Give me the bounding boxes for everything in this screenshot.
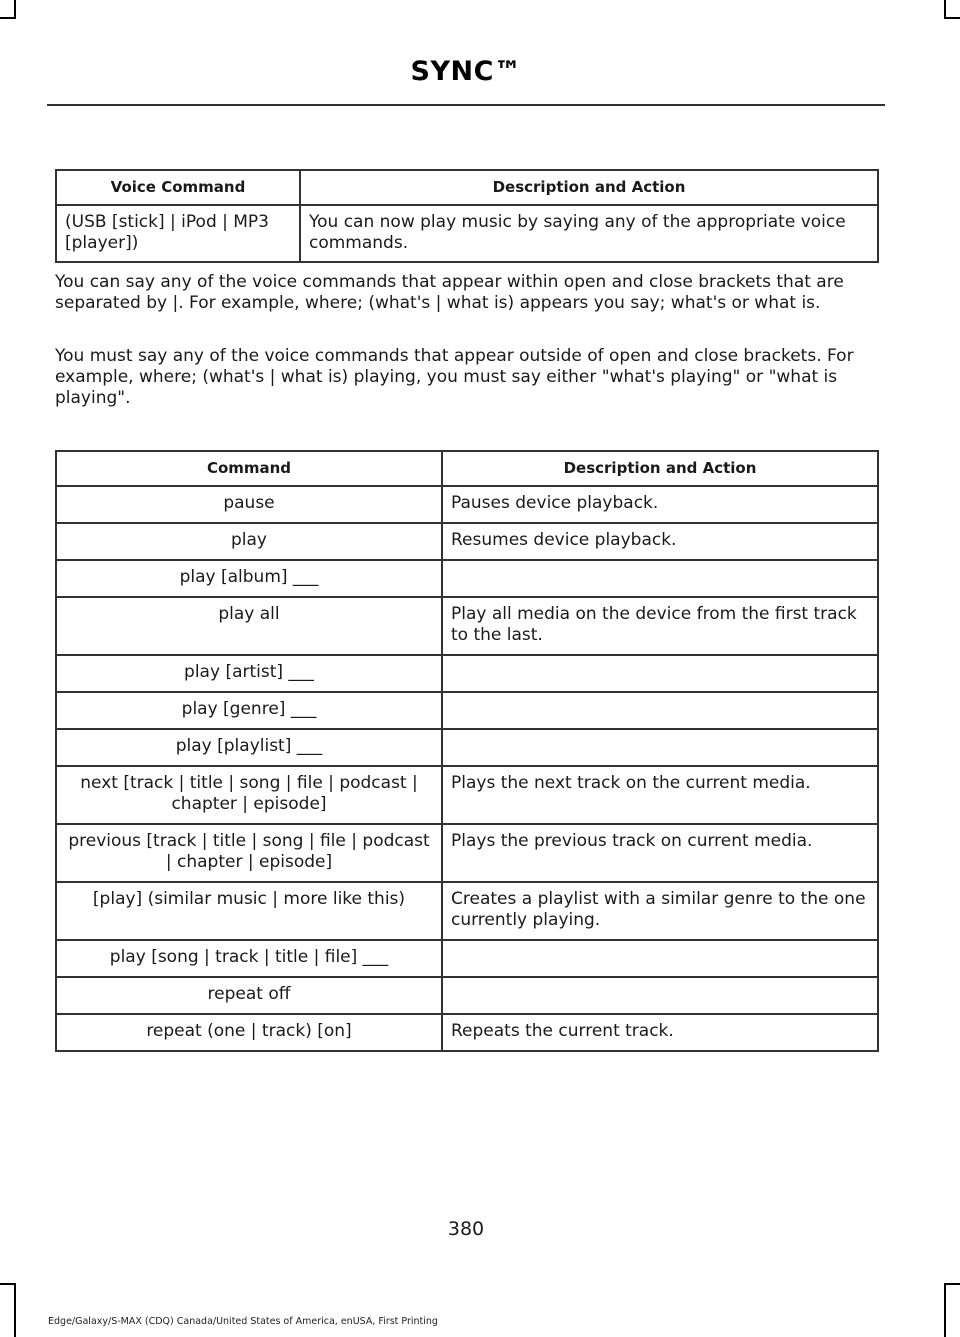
command-cell: (USB [stick] | iPod | MP3 [player]) [56, 205, 300, 262]
table-row [56, 729, 878, 766]
table-row [56, 486, 878, 523]
command-cell: play [genre] ___ [56, 692, 442, 729]
table-header-row [56, 451, 878, 486]
command-cell: play [artist] ___ [56, 655, 442, 692]
command-cell: play [album] ___ [56, 560, 442, 597]
table-row [56, 523, 878, 560]
column-header-description: Description and Action [442, 451, 878, 486]
description-cell [442, 940, 878, 977]
table-row [56, 205, 878, 262]
command-cell: pause [56, 486, 442, 523]
media-command-table [55, 450, 879, 1052]
page-header-title: SYNC™ [410, 56, 522, 87]
column-header-voice-command: Voice Command [56, 170, 300, 205]
command-cell: repeat (one | track) [on] [56, 1014, 442, 1051]
description-cell [442, 655, 878, 692]
edition-note: Edge/Galaxy/S-MAX (CDQ) Canada/United States of America, enUSA, First Printing [48, 1316, 438, 1327]
command-cell: previous [track | title | song | file | podcast | chapter | episode] [56, 824, 442, 882]
command-cell: play all [56, 597, 442, 655]
crop-mark-bottom-left [14, 1283, 16, 1337]
table-row [56, 766, 878, 824]
description-cell: Repeats the current track. [442, 1014, 878, 1051]
description-cell: Creates a playlist with a similar genre to the one currently playing. [442, 882, 878, 940]
instruction-paragraph: You must say any of the voice commands that appear outside of open and close brackets. For example, where; (what's | what is) playing, you must say either "what's playing" or "what is playing". [55, 346, 854, 408]
description-cell: Pauses device playback. [442, 486, 878, 523]
command-cell: play [song | track | title | file] ___ [56, 940, 442, 977]
command-cell: play [56, 523, 442, 560]
description-cell [442, 729, 878, 766]
table-row [56, 655, 878, 692]
table-row [56, 1014, 878, 1051]
crop-mark-bottom-right [944, 1283, 960, 1285]
header-divider [47, 104, 885, 106]
command-cell: repeat off [56, 977, 442, 1014]
table-row [56, 977, 878, 1014]
description-cell: Resumes device playback. [442, 523, 878, 560]
command-cell: play [playlist] ___ [56, 729, 442, 766]
crop-mark-top-right [944, 0, 946, 18]
column-header-command: Command [56, 451, 442, 486]
crop-mark-bottom-left [0, 1283, 16, 1285]
command-cell: next [track | title | song | file | podcast | chapter | episode] [56, 766, 442, 824]
command-cell: [play] (similar music | more like this) [56, 882, 442, 940]
crop-mark-top-left [0, 17, 16, 19]
crop-mark-bottom-right [944, 1283, 946, 1337]
table-header-row [56, 170, 878, 205]
crop-mark-top-left [14, 0, 16, 18]
page-number: 380 [447, 1218, 485, 1240]
table-row [56, 824, 878, 882]
description-cell: Plays the next track on the current media. [442, 766, 878, 824]
table-row [56, 940, 878, 977]
table-row [56, 560, 878, 597]
table-row [56, 597, 878, 655]
crop-mark-top-right [944, 17, 960, 19]
table-row [56, 692, 878, 729]
description-cell [442, 977, 878, 1014]
instruction-paragraph: You can say any of the voice commands that appear within open and close brackets that are separated by |. For example, where; (what's | what is) appears you say; what's or what is. [55, 272, 844, 313]
column-header-description: Description and Action [300, 170, 878, 205]
voice-command-table [55, 169, 879, 263]
description-cell: Play all media on the device from the first track to the last. [442, 597, 878, 655]
description-cell [442, 692, 878, 729]
description-cell: You can now play music by saying any of the appropriate voice commands. [300, 205, 878, 262]
table-row [56, 882, 878, 940]
description-cell: Plays the previous track on current media. [442, 824, 878, 882]
description-cell [442, 560, 878, 597]
